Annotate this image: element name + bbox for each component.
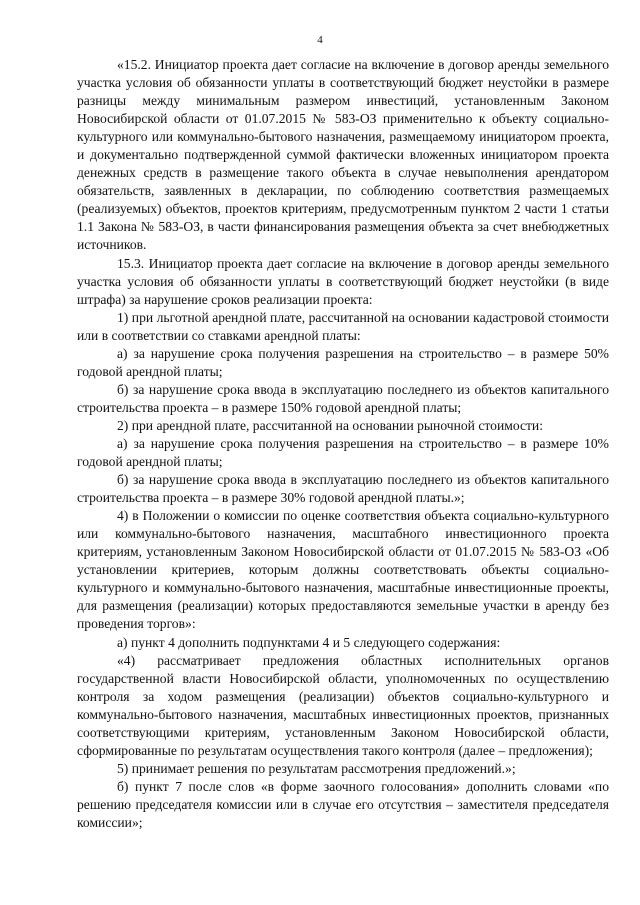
paragraph-item-4a: а) пункт 4 дополнить подпунктами 4 и 5 следующего содержания: xyxy=(117,634,501,650)
paragraph-subitem-5: 5) принимает решения по результатам рассмотрения предложений.»; xyxy=(117,760,516,776)
paragraph-item-2: 2) при арендной плате, рассчитанной на основании рыночной стоимости: xyxy=(117,417,543,433)
page-number: 4 xyxy=(317,34,323,46)
paragraph-item-1: 1) при льготной арендной плате, рассчитанной на основании кадастровой стоимости или в соответствии со ставками арендной платы: xyxy=(77,309,609,343)
paragraph-15-2: «15.2. Инициатор проекта дает согласие на включение в договор аренды земельного участка условия об обязанности уплаты в соответствующий бюджет неустойки в размере разницы между минимальным размером инвестиций, установленным Законом Новосибирской области от 01.07.2015 № 583-ОЗ применительно к объекту социально-культурного или коммунально-бытового назначения, размещаемому инициатором проекта, и документально подтвержденной суммой фактически вложенных инициатором проекта денежных средств в размещение такого объекта в случае невыполнения арендатором обязательств, заявленных в декларации, по соблюдению соответствия размещаемых (реализуемых) объектов, проектов критериям, предусмотренным пунктом 2 части 1 статьи 1.1 Закона № 583-ОЗ, в части финансирования размещения объекта за счет внебюджетных источников. xyxy=(77,57,609,253)
paragraph-subitem-4: «4) рассматривает предложения областных исполнительных органов государственной власти Новосибирской области, уполномоченных по осуществлению контроля за ходом размещения (реализации) объектов социально-культурного и коммунально-бытового назначения, масштабных инвестиционных проектов, признанных соответствующими критериям, установленным Законом Новосибирской области, сформированные по результатам осуществления такого контроля (далее – предложения); xyxy=(77,652,609,758)
paragraph-item-2b: б) за нарушение срока ввода в эксплуатацию последнего из объектов капитального строительства проекта – в размере 30% годовой арендной платы.»; xyxy=(77,472,609,506)
document-body xyxy=(77,56,609,832)
paragraph-item-1b: б) за нарушение срока ввода в эксплуатацию последнего из объектов капитального строительства проекта – в размере 150% годовой арендной платы; xyxy=(77,381,609,415)
paragraph-item-1a: а) за нарушение срока получения разрешения на строительство – в размере 50% годовой арендной платы; xyxy=(77,345,609,379)
paragraph-item-2a: а) за нарушение срока получения разрешения на строительство – в размере 10% годовой арендной платы; xyxy=(77,435,609,470)
paragraph-item-4b: б) пункт 7 после слов «в форме заочного голосования» дополнить словами «по решению председателя комиссии или в случае его отсутствия – заместителя председателя комиссии»; xyxy=(77,778,609,830)
paragraph-item-4: 4) в Положении о комиссии по оценке соответствия объекта социально-культурного или коммунально-бытового назначения, масштабного инвестиционного проекта критериям, установленным Законом Новосибирской области от 01.07.2015 № 583-ОЗ «Об установлении критериев, которым должны соответствовать объекты социально-культурного и коммунально-бытового назначения, масштабные инвестиционные проекты, для размещения (реализации) которых предоставляются земельные участки в аренду без проведения торгов»: xyxy=(77,508,609,632)
paragraph-15-3: 15.3. Инициатор проекта дает согласие на включение в договор аренды земельного участка условия об обязанности уплаты в соответствующий бюджет неустойки (в виде штрафа) за нарушение сроков реализации проекта: xyxy=(77,255,609,307)
